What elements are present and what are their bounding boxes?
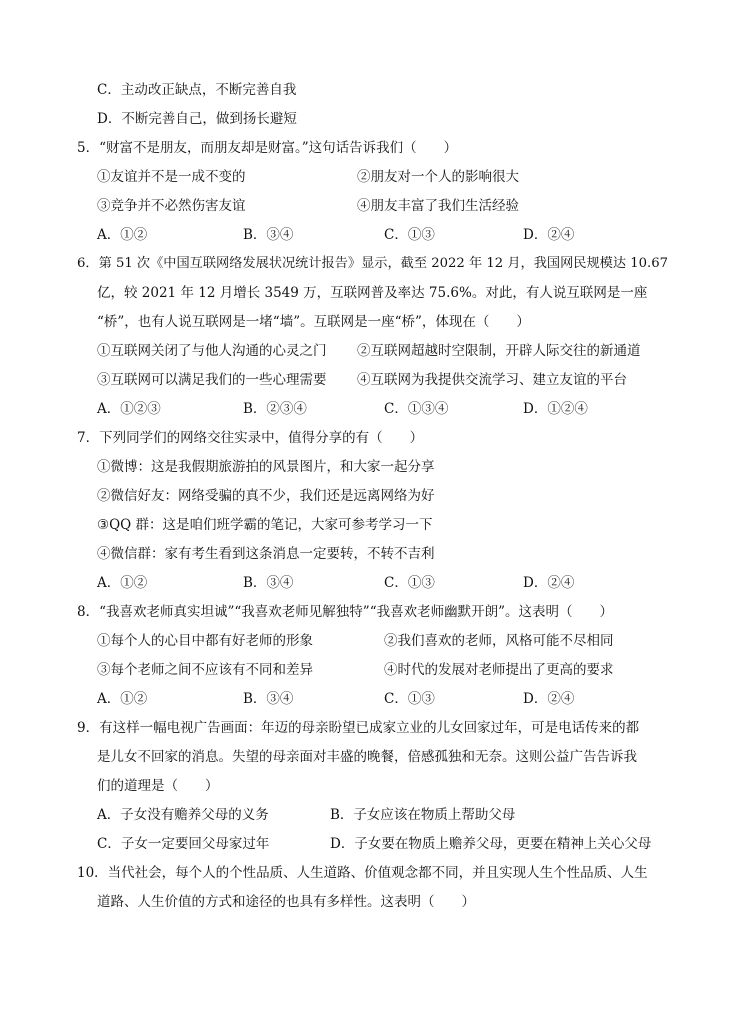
- q7-statement-4: ④微信群：家有考生看到这条消息一定要转，不转不吉利: [97, 546, 435, 562]
- q6-option-c: C．①③④: [384, 401, 449, 417]
- q5-option-d: D．②④: [523, 227, 575, 243]
- q8-option-c: C．①③: [384, 691, 435, 707]
- q6-option-d: D．①②④: [523, 401, 588, 417]
- q7-option-b: B．③④: [243, 575, 294, 591]
- q9-stem-line-1: 9．有这样一幅电视广告画面：年迈的母亲盼望已成家立业的儿女回家过年，可是电话传来的都: [77, 720, 640, 736]
- q5-statement-1: ①友谊并不是一成不变的: [97, 169, 246, 185]
- prev-option-d: D．不断完善自己，做到扬长避短: [97, 111, 297, 127]
- q10-stem-line-1: 10．当代社会，每个人的个性品质、人生道路、价值观念都不同，并且实现人生个性品质、人生: [77, 865, 648, 881]
- q7-option-c: C．①③: [384, 575, 435, 591]
- prev-option-c: C．主动改正缺点，不断完善自我: [97, 82, 297, 98]
- q6-stem-line-2: 亿，较 2021 年 12 月增长 3549 万，互联网普及率达 75.6%。对此，有人说互联网是一座: [97, 285, 648, 301]
- q5-stem: 5．“财富不是朋友，而朋友却是财富。”这句话告诉我们（ ）: [77, 140, 458, 156]
- q6-statement-3: ③互联网可以满足我们的一些心理需要: [97, 372, 327, 388]
- q7-statement-1: ①微博：这是我假期旅游拍的风景图片，和大家一起分享: [97, 459, 435, 475]
- q8-stem: 8．“我喜欢老师真实坦诚”“我喜欢老师见解独特”“我喜欢老师幽默开朗”。这表明（ ）: [77, 604, 613, 620]
- q7-stem: 7．下列同学们的网络交往实录中，值得分享的有（ ）: [77, 430, 424, 446]
- q9-stem-line-2: 是儿女不回家的消息。失望的母亲面对丰盛的晚餐，倍感孤独和无奈。这则公益广告告诉我: [97, 749, 637, 765]
- q8-statement-2: ②我们喜欢的老师，风格可能不尽相同: [384, 633, 614, 649]
- q5-option-c: C．①③: [384, 227, 435, 243]
- q10-stem-line-2: 道路、人生价值的方式和途径的也具有多样性。这表明（ ）: [97, 894, 475, 910]
- q7-statement-2: ②微信好友：网络受骗的真不少，我们还是远离网络为好: [97, 488, 435, 504]
- q5-statement-3: ③竞争并不必然伤害友谊: [97, 198, 246, 214]
- q9-option-b: B．子女应该在物质上帮助父母: [330, 807, 516, 823]
- q6-stem-line-1: 6．第 51 次《中国互联网络发展状况统计报告》显示，截至 2022 年 12 月，我国网民规模达 10.67: [77, 256, 668, 271]
- q6-statement-4: ④互联网为我提供交流学习、建立友谊的平台: [357, 372, 627, 388]
- q8-option-a: A．①②: [97, 691, 148, 707]
- q5-option-b: B．③④: [243, 227, 294, 243]
- q9-stem-line-3: 们的道理是（ ）: [97, 778, 219, 794]
- q9-option-c: C．子女一定要回父母家过年: [97, 836, 270, 852]
- q8-statement-4: ④时代的发展对老师提出了更高的要求: [384, 662, 614, 678]
- q6-statement-2: ②互联网超越时空限制，开辟人际交往的新通道: [357, 343, 641, 359]
- q6-statement-1: ①互联网关闭了与他人沟通的心灵之门: [97, 343, 327, 359]
- q5-option-a: A．①②: [97, 227, 148, 243]
- q7-statement-3: ③QQ 群：这是咱们班学霸的笔记，大家可参考学习一下: [97, 517, 433, 533]
- q7-option-d: D．②④: [523, 575, 575, 591]
- q7-option-a: A．①②: [97, 575, 148, 591]
- q5-statement-2: ②朋友对一个人的影响很大: [357, 169, 519, 185]
- q8-statement-3: ③每个老师之间不应该有不同和差异: [97, 662, 313, 678]
- q6-option-b: B．②③④: [243, 401, 307, 417]
- q9-option-d: D．子女要在物质上赡养父母，更要在精神上关心父母: [330, 836, 652, 852]
- q8-option-d: D．②④: [523, 691, 575, 707]
- q6-stem-line-3: “桥”，也有人说互联网是一堵“墙”。互联网是一座“桥”，体现在（ ）: [97, 314, 530, 330]
- q5-statement-4: ④朋友丰富了我们生活经验: [357, 198, 519, 214]
- q9-option-a: A．子女没有赡养父母的义务: [97, 807, 269, 823]
- q6-option-a: A．①②③: [97, 401, 161, 417]
- q8-option-b: B．③④: [243, 691, 294, 707]
- q8-statement-1: ①每个人的心目中都有好老师的形象: [97, 633, 313, 649]
